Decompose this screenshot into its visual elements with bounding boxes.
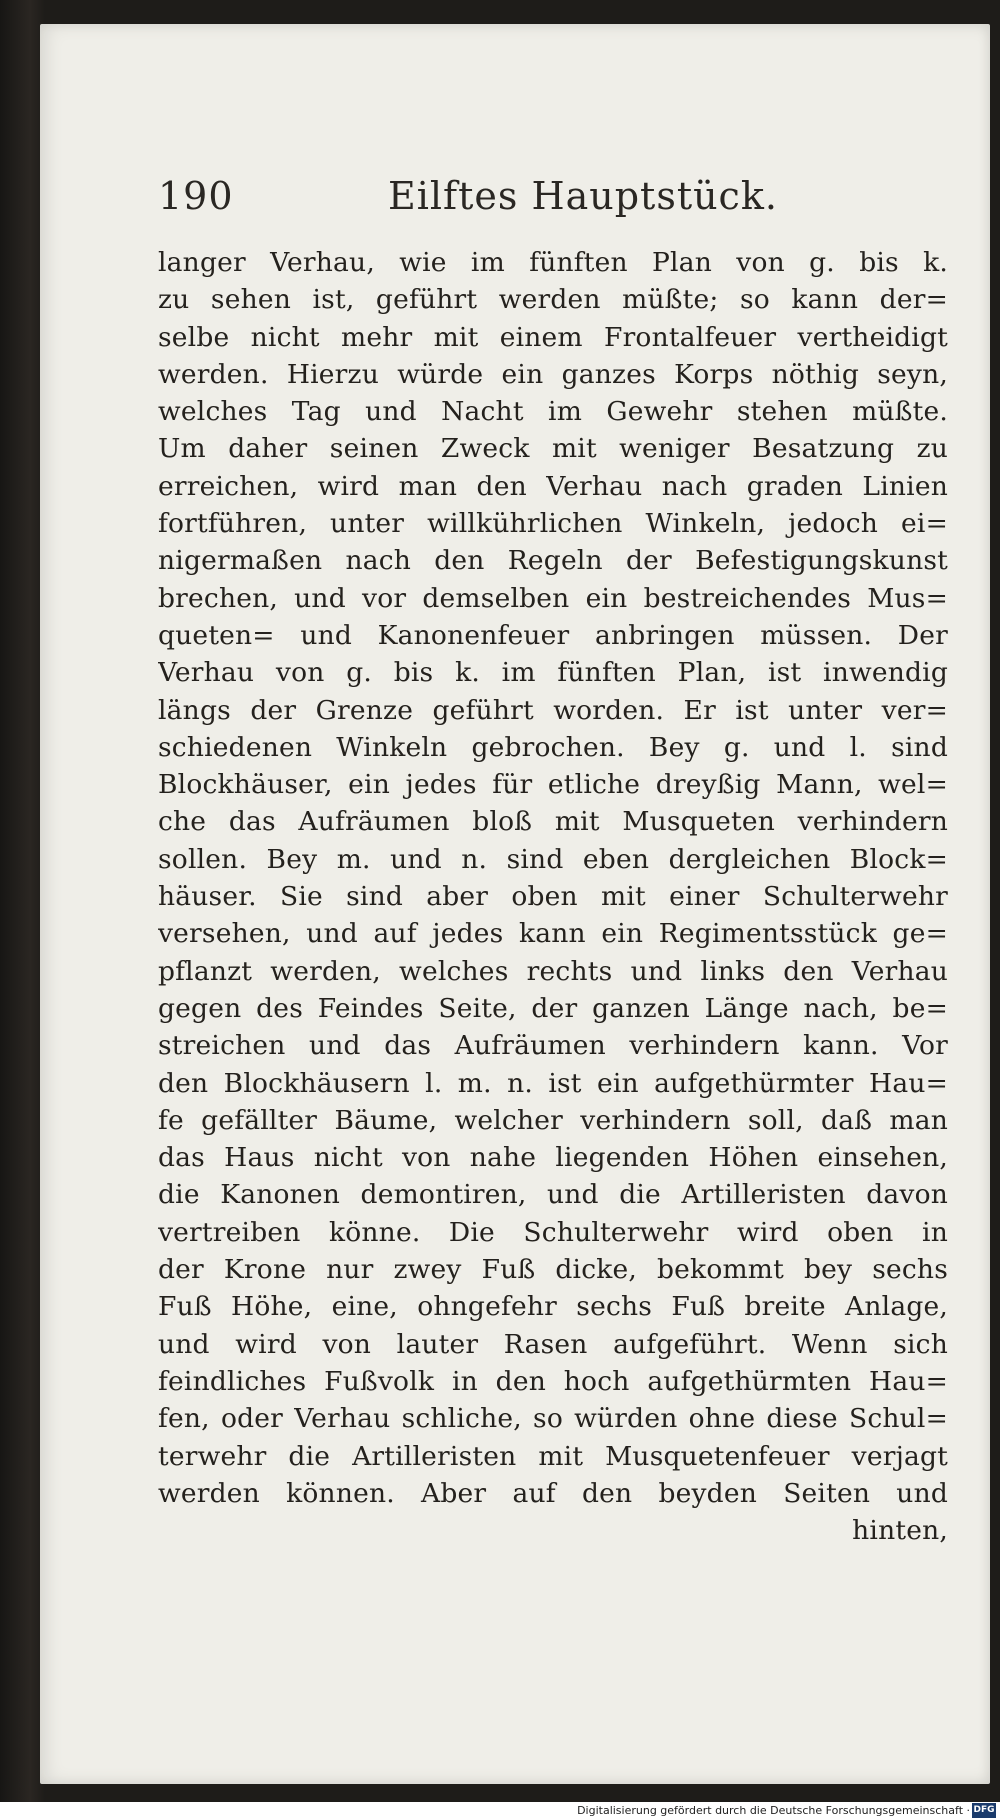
text-line: queten= und Kanonenfeuer anbringen müssen. Der xyxy=(158,619,948,651)
text-line: pflanzt werden, welches rechts und links den Verhau xyxy=(158,955,948,987)
text-line: Verhau von g. bis k. im fünften Plan, ist inwendig xyxy=(158,657,948,689)
page-header xyxy=(158,170,948,230)
text-line: versehen, und auf jedes kann ein Regimentsstück ge= xyxy=(158,918,948,950)
text-line: welches Tag und Nacht im Gewehr stehen müßte. xyxy=(158,396,948,428)
digitization-footer xyxy=(0,1802,1000,1820)
catchword: hinten, xyxy=(852,1515,948,1547)
text-line: häuser. Sie sind aber oben mit einer Schulterwehr xyxy=(158,881,948,913)
text-line: vertreiben könne. Die Schulterwehr wird oben in xyxy=(158,1216,948,1248)
text-line: terwehr die Artilleristen mit Musquetenfeuer verjagt xyxy=(158,1440,948,1472)
text-line: und wird von lauter Rasen aufgeführt. Wenn sich xyxy=(158,1328,948,1360)
text-line: den Blockhäusern l. m. n. ist ein aufgethürmter Hau= xyxy=(158,1067,948,1099)
text-line: nigermaßen nach den Regeln der Befestigungskunst xyxy=(158,545,948,577)
text-line: werden. Hierzu würde ein ganzes Korps nöthig seyn, xyxy=(158,358,948,390)
text-line: feindliches Fußvolk in den hoch aufgethürmten Hau= xyxy=(158,1365,948,1397)
text-line: langer Verhau, wie im fünften Plan von g. bis k. xyxy=(158,247,948,278)
text-line: che das Aufräumen bloß mit Musqueten verhindern xyxy=(158,806,948,838)
funding-credit: Digitalisierung gefördert durch die Deutsche Forschungsgemeinschaft · xyxy=(577,1804,970,1817)
text-line: erreichen, wird man den Verhau nach graden Linien xyxy=(158,470,948,502)
body-text xyxy=(158,244,948,1549)
text-line: längs der Grenze geführt worden. Er ist unter ver= xyxy=(158,694,948,726)
text-line: brechen, und vor demselben ein bestreichendes Mus= xyxy=(158,582,948,614)
text-line: gegen des Feindes Seite, der ganzen Länge nach, be= xyxy=(158,992,948,1024)
page-number: 190 xyxy=(158,174,234,218)
text-line: Fuß Höhe, eine, ohngefehr sechs Fuß breite Anlage, xyxy=(158,1291,948,1323)
text-line: fortführen, unter willkührlichen Winkeln, jedoch ei= xyxy=(158,508,948,540)
text-line: schiedenen Winkeln gebrochen. Bey g. und l. sind xyxy=(158,731,948,763)
text-line: die Kanonen demontiren, und die Artilleristen davon xyxy=(158,1179,948,1211)
text-line: werden können. Aber auf den beyden Seiten und xyxy=(158,1477,948,1509)
text-line: selbe nicht mehr mit einem Frontalfeuer vertheidigt xyxy=(158,321,948,353)
dfg-logo-icon: DFG xyxy=(972,1803,996,1818)
text-line: fe gefällter Bäume, welcher verhindern soll, daß man xyxy=(158,1104,948,1136)
text-line: sollen. Bey m. und n. sind eben dergleichen Block= xyxy=(158,843,948,875)
text-line: fen, oder Verhau schliche, so würden ohne diese Schul= xyxy=(158,1403,948,1435)
running-head: Eilftes Hauptstück. xyxy=(388,174,778,218)
text-line: Blockhäuser, ein jedes für etliche dreyßig Mann, wel= xyxy=(158,769,948,801)
text-line: der Krone nur zwey Fuß dicke, bekommt bey sechs xyxy=(158,1254,948,1286)
text-line: Um daher seinen Zweck mit weniger Besatzung zu xyxy=(158,433,948,465)
text-line: das Haus nicht von nahe liegenden Höhen einsehen, xyxy=(158,1142,948,1174)
text-line: streichen und das Aufräumen verhindern kann. Vor xyxy=(158,1030,948,1062)
text-line: zu sehen ist, geführt werden müßte; so kann der= xyxy=(158,284,948,316)
